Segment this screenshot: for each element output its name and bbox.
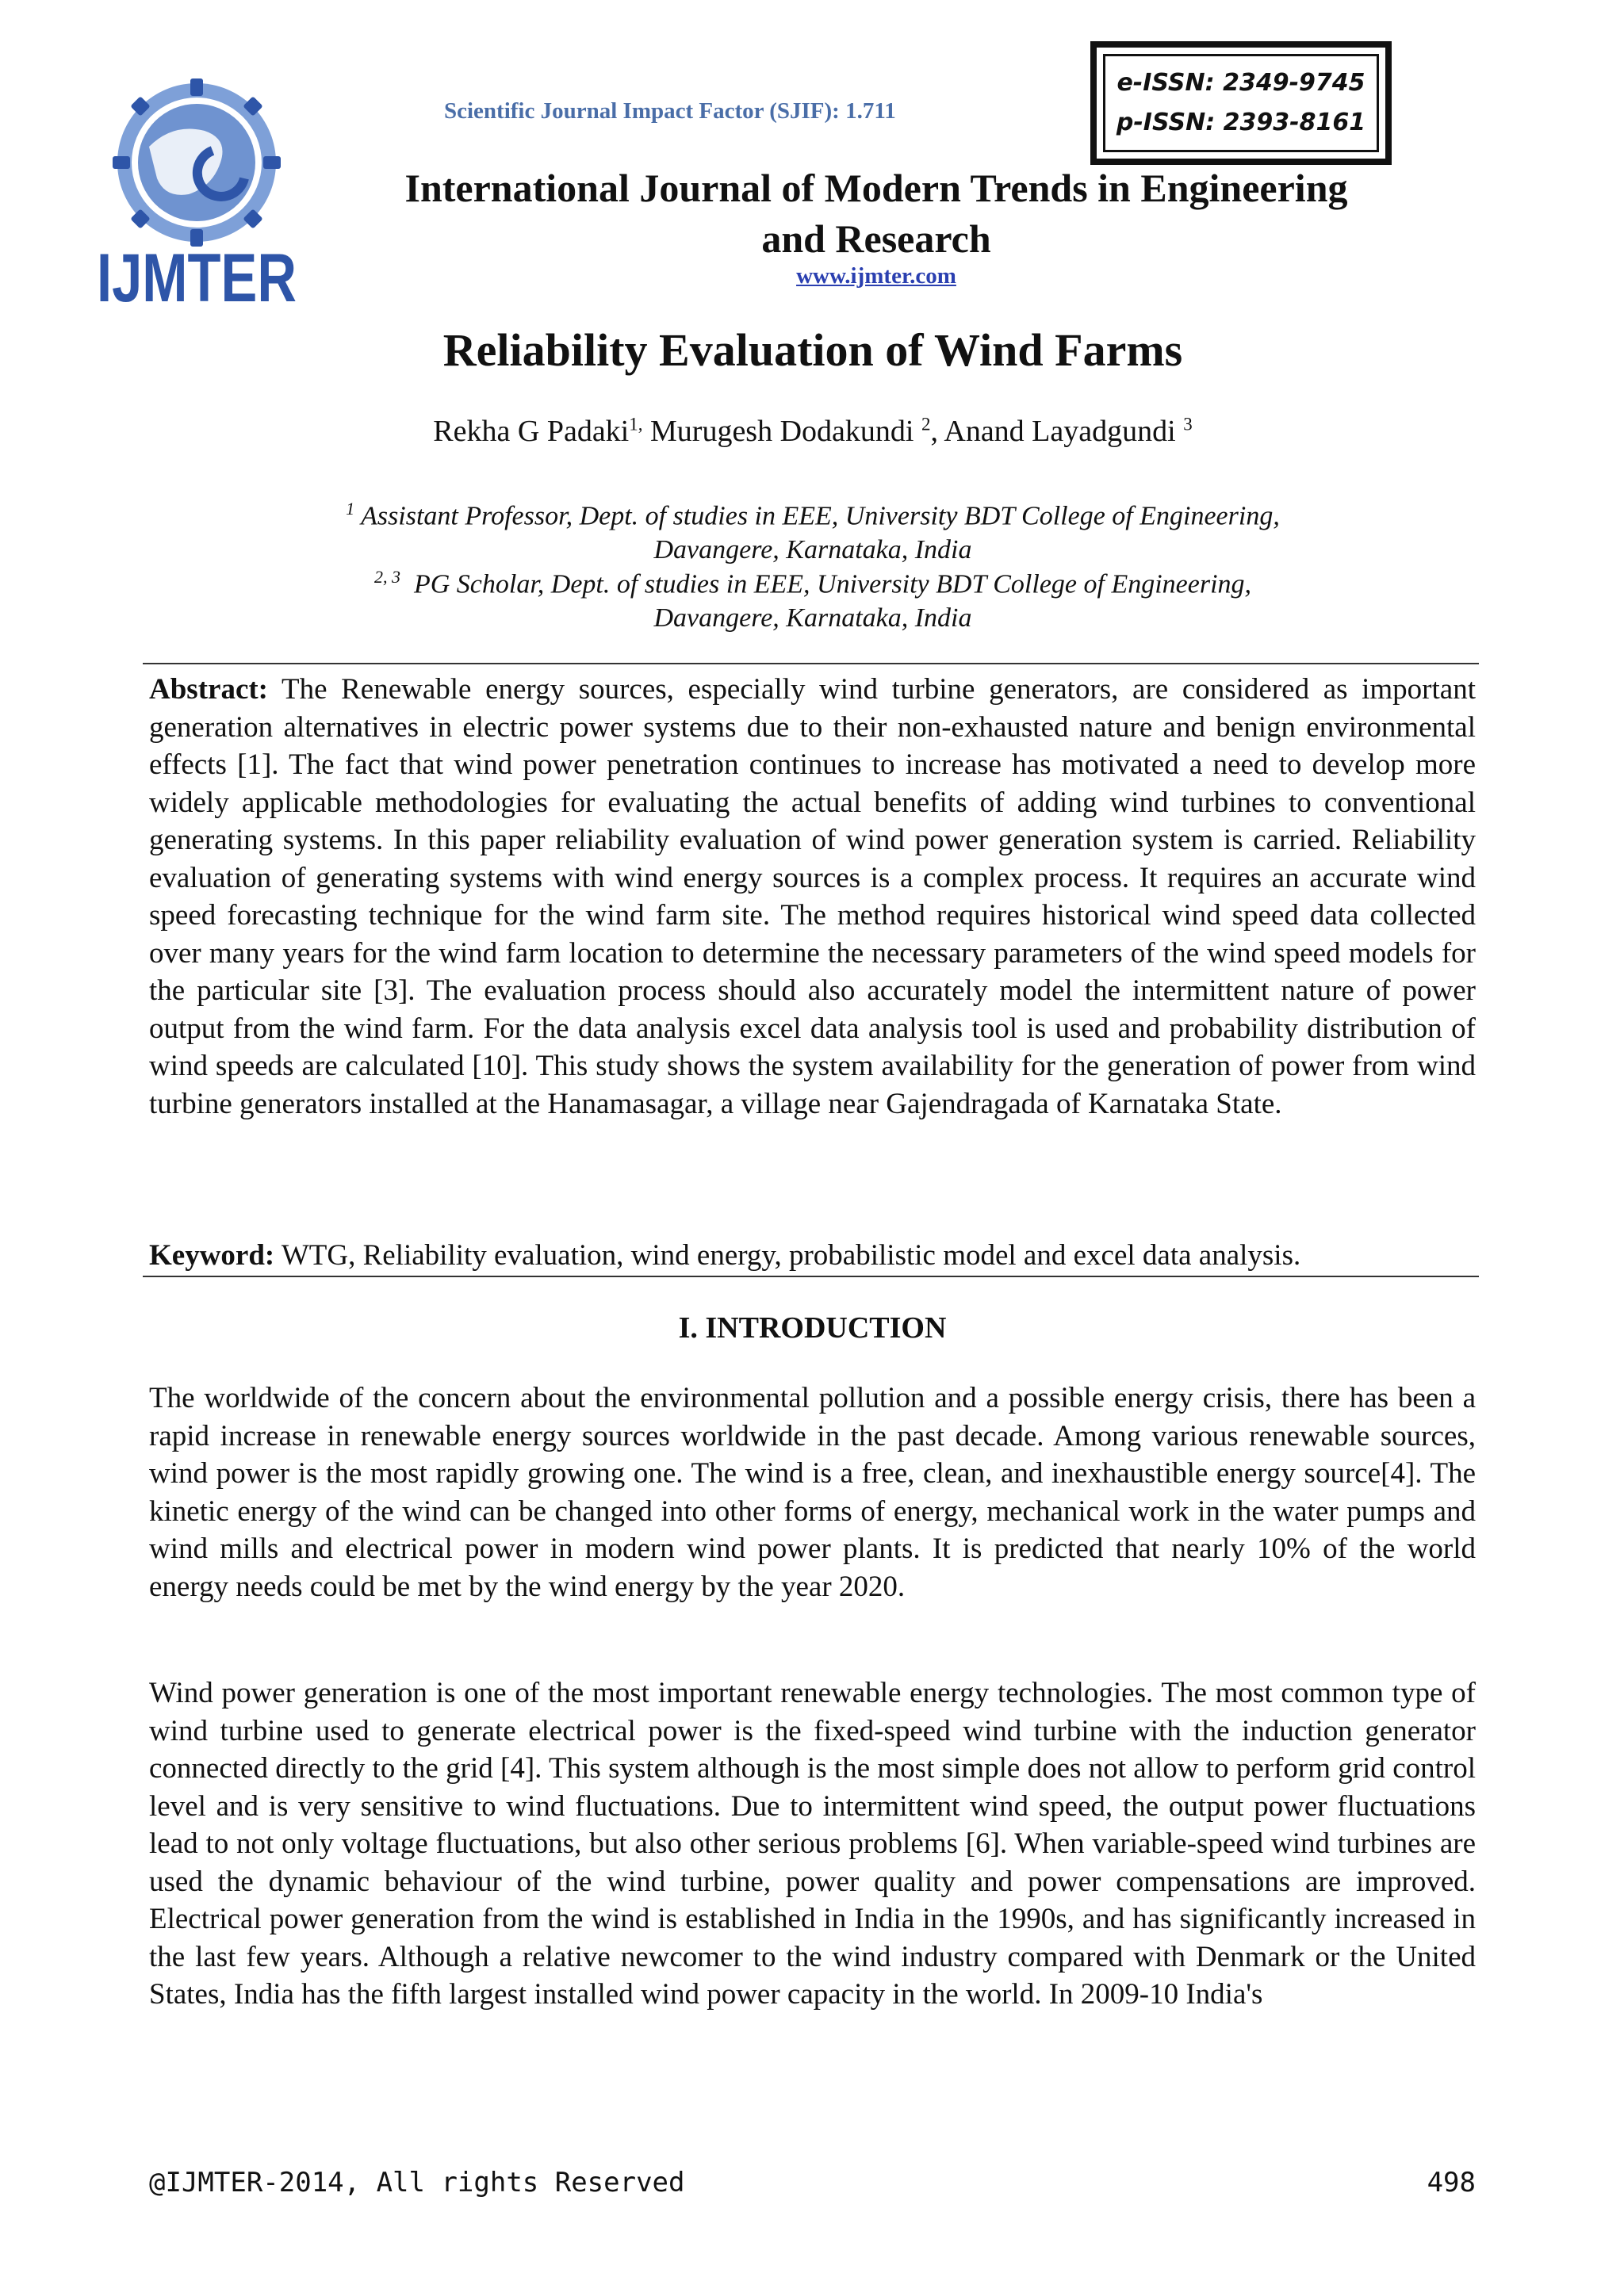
journal-name-line2: and Research — [761, 216, 991, 261]
intro-paragraph-1: The worldwide of the concern about the environmental pollution and a possible energy crisis, there has been a rapid increase in renewable energy sources worldwide in the past decade. Among various renewable sources, wind power is the most rapidly growing one. The wind is a free, clean, and inexhaustible energy source[4]. The kinetic energy of the wind can be changed into other forms of energy, mechanical work in the water pumps and wind mills and electrical power in modern wind power plants. It is predicted that nearly 10% of the world energy needs could be met by the wind energy by the year 2020. — [149, 1382, 1476, 1603]
author-sup: 3 — [1183, 414, 1193, 434]
copyright: @IJMTER-2014, All rights Reserved — [149, 2167, 685, 2198]
sjif-line: Scientific Journal Impact Factor (SJIF): 1.711 — [444, 98, 896, 124]
affiliation-line: PG Scholar, Dept. of studies in EEE, University BDT College of Engineering, — [413, 569, 1252, 599]
eissn: e-ISSN: 2349-9745 — [1116, 69, 1365, 97]
affiliation-1 — [143, 492, 1483, 567]
affiliation-sup: 1 — [346, 499, 355, 519]
logo-text: IJMTER — [97, 240, 297, 316]
keywords — [149, 1237, 1476, 1275]
affiliation-line: Davangere, Karnataka, India — [653, 535, 972, 565]
keyword-label: Keyword: — [149, 1239, 275, 1272]
author-sup: 1, — [629, 414, 643, 434]
abstract-label: Abstract: — [149, 673, 269, 706]
journal-name-line1: International Journal of Modern Trends in Engineering — [404, 166, 1348, 210]
divider-bottom — [143, 1276, 1479, 1277]
author-sup: 2 — [921, 414, 931, 434]
abstract-text: The Renewable energy sources, especially wind turbine generators, are considered as important generation alternatives in electric power systems due to their non-exhausted nature and benign environmental effects [1]. The fact that wind power penetration continues to increase has motivated a need to develop more widely applicable methodologies for evaluating the actual benefits of adding wind turbines to conventional generating systems. In this paper reliability evaluation of wind power generation system is carried. Reliability evaluation of generating systems with wind energy sources is a complex process. It requires an accurate wind speed forecasting technique for the wind farm site. The method requires historical wind speed data collected over many years for the wind farm location to determine the necessary parameters of the wind speed models for the particular site [3]. The evaluation process should also accurately model the intermittent nature of power output from the wind farm. For the data analysis excel data analysis tool is used and probability distribution of wind speeds are calculated [10]. This study shows the system availability for the generation of power from wind turbine generators installed at the Hanamasagar, a village near Gajendragada of Karnataka State. — [149, 673, 1476, 1120]
author-name: Anand Layadgundi — [944, 415, 1176, 448]
pissn: p-ISSN: 2393-8161 — [1116, 109, 1366, 136]
intro-paragraph-2: Wind power generation is one of the most important renewable energy technologies. The most common type of wind turbine used to generate electrical power is the fixed-speed wind turbine with the induction generator connected directly to the grid [4]. This system although is the most simple does not allow to perform grid control level and is very sensitive to wind fluctuations. Due to intermittent wind speed, the output power fluctuations lead to not only voltage fluctuations, but also other serious problems [6]. When variable-speed wind turbines are used the dynamic behaviour of the wind turbine, power quality and power compensations are improved. Electrical power generation from the wind is established in India in the 1990s, and has significantly increased in the last few years. Although a relative newcomer to the wind industry compared with Denmark or the United States, India has the fifth largest installed wind power capacity in the world. In 2009-10 India's — [149, 1677, 1476, 2011]
author-name: Rekha G Padaki — [433, 415, 630, 448]
issn-box — [1090, 41, 1392, 165]
journal-logo — [94, 75, 301, 316]
keyword-text: WTG, Reliability evaluation, wind energy, probabilistic model and excel data analysis. — [281, 1239, 1301, 1272]
affiliation-line: Assistant Professor, Dept. of studies in EEE, University BDT College of Engineering, — [361, 501, 1280, 531]
affiliation-sup: 2, 3 — [373, 567, 400, 587]
page-number: 498 — [1427, 2167, 1476, 2198]
abstract — [149, 671, 1476, 1123]
journal-url-link[interactable]: www.ijmter.com — [796, 263, 956, 289]
globe-gear-icon — [94, 75, 301, 316]
author-list: Rekha G Padaki$^{1,}$ Murugesh Dodakundi $^2$, Anand Layadgundi $^3$ — [433, 414, 1193, 448]
journal-name — [333, 163, 1419, 264]
journal-url — [333, 263, 1419, 289]
divider-top — [143, 663, 1479, 664]
section-heading: I. INTRODUCTION — [678, 1311, 947, 1345]
affiliation-line: Davangere, Karnataka, India — [653, 603, 972, 633]
paper-title: Reliability Evaluation of Wind Farms — [442, 324, 1183, 376]
author-name: Murugesh Dodakundi — [650, 415, 914, 448]
page-footer — [149, 2167, 1476, 2198]
affiliation-2 — [143, 560, 1483, 635]
